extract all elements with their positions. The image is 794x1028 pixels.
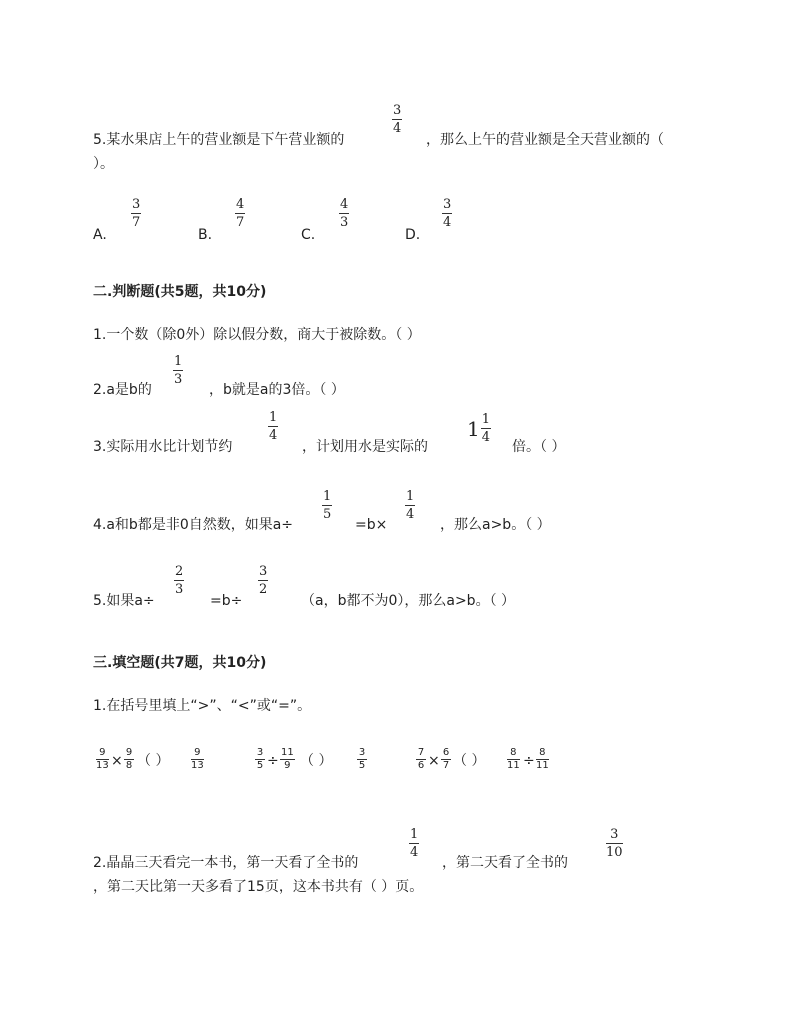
s3-q2-fraction-1 <box>409 828 419 859</box>
denominator: 3 <box>174 372 183 387</box>
option-c-fraction <box>339 198 349 229</box>
cmp2-left-fraction-2 <box>280 748 295 771</box>
s2-q4-text-b: =b× <box>355 517 388 533</box>
s2-q5-text-b: =b÷ <box>210 593 243 609</box>
denominator: 3 <box>340 215 349 230</box>
numerator: 1 <box>323 489 332 504</box>
s3-q2-text-a: 2.晶晶三天看完一本书，第一天看了全书的 <box>93 855 359 871</box>
denominator: 4 <box>269 428 278 443</box>
denominator: 13 <box>96 760 109 771</box>
s2-q3-text-c: 倍。（ ） <box>512 439 566 455</box>
denominator: 5 <box>358 760 366 771</box>
numerator: 1 <box>481 412 491 427</box>
numerator: 7 <box>417 747 425 758</box>
s2-q4-fraction-2 <box>405 490 415 521</box>
s2-q5-fraction-2 <box>258 565 268 596</box>
numerator: 4 <box>340 197 349 212</box>
cmp1-left-fraction-2 <box>124 748 134 771</box>
numerator: 4 <box>236 197 245 212</box>
q5-fraction <box>392 104 402 135</box>
s2-q4-fraction-1 <box>322 490 332 521</box>
cmp3-operator-2: ÷ <box>523 753 535 769</box>
denominator: 5 <box>323 507 332 522</box>
q5-text-b: ，那么上午的营业额是全天营业额的（ <box>426 132 664 148</box>
denominator: 7 <box>442 760 450 771</box>
numerator: 3 <box>393 103 402 118</box>
option-c-label: C. <box>301 227 316 243</box>
numerator: 1 <box>174 354 183 369</box>
numerator: 1 <box>410 827 419 842</box>
cmp3-left-fraction-1 <box>416 748 426 771</box>
option-d-label: D. <box>405 227 421 243</box>
cmp2-left-fraction-1 <box>255 748 265 771</box>
s2-q4-text-a: 4.a和b都是非0自然数，如果a÷ <box>93 517 294 533</box>
whole-part: 1 <box>467 416 480 441</box>
numerator: 8 <box>539 747 546 758</box>
numerator: 3 <box>132 197 141 212</box>
option-a-label: A. <box>93 227 107 243</box>
cmp2-right-fraction <box>357 748 367 771</box>
denominator: 11 <box>507 760 520 771</box>
option-a-fraction <box>131 198 141 229</box>
denominator: 4 <box>406 507 415 522</box>
option-b-label: B. <box>198 227 213 243</box>
numerator: 1 <box>269 410 278 425</box>
section3-heading: 三.填空题(共7题，共10分) <box>93 655 267 671</box>
denominator: 7 <box>132 215 141 230</box>
cmp3-operator: × <box>428 753 440 769</box>
denominator: 4 <box>393 121 402 136</box>
s2-q5-fraction-1 <box>174 565 184 596</box>
cmp2-operator: ÷ <box>267 753 279 769</box>
s3-q2-text-c: ，第二天比第一天多看了15页，这本书共有（ ）页。 <box>93 879 424 895</box>
s2-q3-text-a: 3.实际用水比计划节约 <box>93 439 233 455</box>
cmp3-right-fraction-2 <box>536 748 549 771</box>
numerator: 9 <box>99 747 106 758</box>
denominator: 7 <box>236 215 245 230</box>
numerator: 11 <box>281 747 294 758</box>
numerator: 3 <box>443 197 452 212</box>
section2-heading: 二.判断题(共5题，共10分) <box>93 284 267 300</box>
numerator: 3 <box>610 827 619 842</box>
cmp1-right-fraction <box>191 748 204 771</box>
denominator: 2 <box>259 582 268 597</box>
cmp3-left-fraction-2 <box>441 748 451 771</box>
denominator: 4 <box>443 215 452 230</box>
s2-q3-fraction <box>268 411 278 442</box>
s2-q5-text-c: （a，b都不为0），那么a>b。（ ） <box>301 593 516 609</box>
s3-q2-fraction-2 <box>606 828 623 859</box>
denominator: 8 <box>125 760 133 771</box>
denominator: 5 <box>256 760 264 771</box>
cmp3-right-fraction-1 <box>507 748 520 771</box>
numerator: 1 <box>406 489 415 504</box>
option-b-fraction <box>235 198 245 229</box>
denominator: 9 <box>284 760 291 771</box>
s2-q5-text-a: 5.如果a÷ <box>93 593 155 609</box>
denominator: 4 <box>481 430 491 445</box>
s2-q4-text-c: ，那么a>b。（ ） <box>440 517 551 533</box>
cmp3-blank[interactable]: （ ） <box>453 753 486 769</box>
denominator: 4 <box>410 845 419 860</box>
numerator: 3 <box>358 747 366 758</box>
numerator: 9 <box>125 747 133 758</box>
s2-q2-text-a: 2.a是b的 <box>93 382 152 398</box>
q5-text-a: 5.某水果店上午的营业额是下午营业额的 <box>93 132 345 148</box>
s2-q2-fraction <box>173 355 183 386</box>
denominator: 13 <box>191 760 204 771</box>
s3-q2-text-b: ，第二天看了全书的 <box>442 855 568 871</box>
numerator: 2 <box>175 564 184 579</box>
s2-q3-text-b: ，计划用水是实际的 <box>302 439 428 455</box>
denominator: 6 <box>417 760 425 771</box>
s2-q2-text-b: ，b就是a的3倍。（ ） <box>209 382 345 398</box>
s2-q1: 1.一个数（除0外）除以假分数，商大于被除数。（ ） <box>93 327 421 343</box>
s2-q3-mixed-number <box>467 413 491 444</box>
s3-q1-text: 1.在括号里填上“>”、“<”或“=”。 <box>93 698 312 714</box>
cmp1-blank[interactable]: （ ） <box>137 753 170 769</box>
denominator: 3 <box>175 582 184 597</box>
cmp2-blank[interactable]: （ ） <box>300 753 333 769</box>
cmp1-left-fraction-1 <box>96 748 109 771</box>
denominator: 11 <box>536 760 549 771</box>
numerator: 6 <box>442 747 450 758</box>
numerator: 3 <box>256 747 264 758</box>
q5-text-c: ）。 <box>93 156 114 172</box>
numerator: 8 <box>510 747 517 758</box>
cmp1-operator: × <box>111 753 123 769</box>
numerator: 3 <box>259 564 268 579</box>
option-d-fraction <box>442 198 452 229</box>
denominator: 10 <box>606 845 623 860</box>
numerator: 9 <box>194 747 201 758</box>
